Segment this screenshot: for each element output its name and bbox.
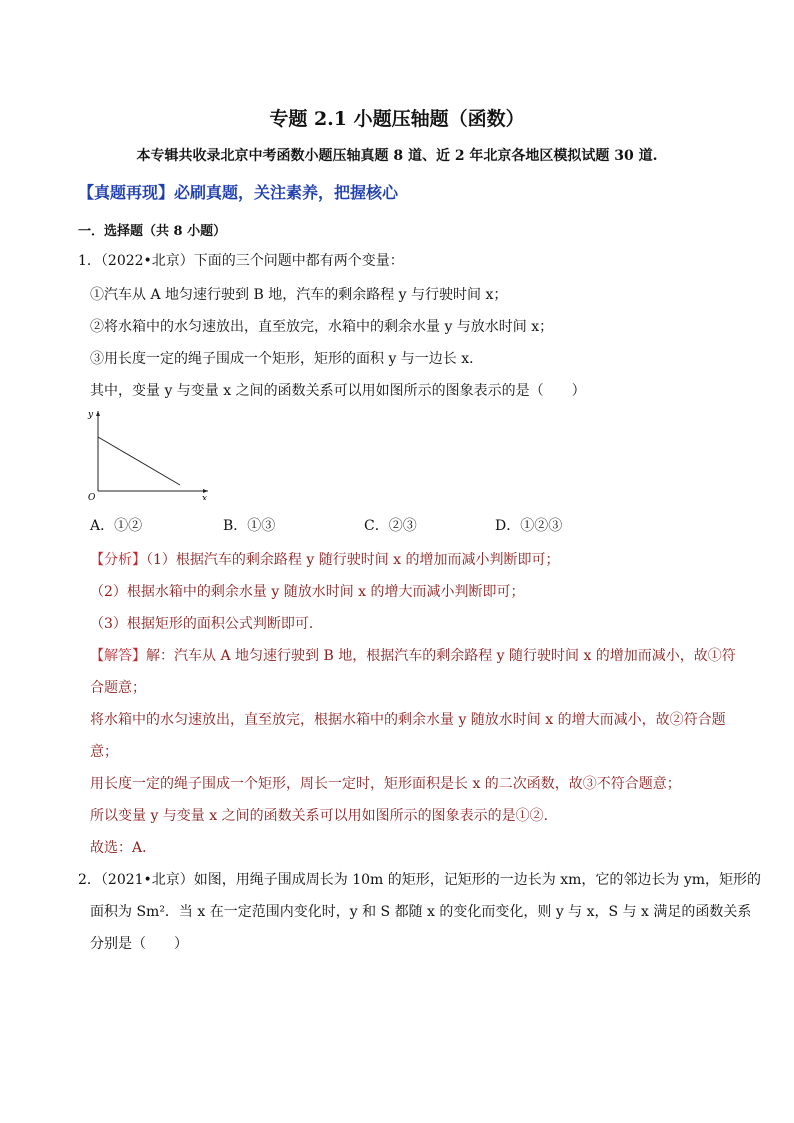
option-c: C．②③	[364, 518, 417, 534]
document-title: 专题 2.1 小题压轴题（函数）	[269, 108, 525, 130]
graph-x-label: x	[202, 494, 208, 500]
option-b: B．①③	[223, 518, 276, 534]
q1-question: 其中，变量 y 与变量 x 之间的函数关系可以用如图所示的图象表示的是（ ）	[90, 383, 586, 399]
answer-line-3: 用长度一定的绳子围成一个矩形，周长一定时，矩形面积是长 x 的二次函数，故③不符合题意；	[90, 776, 681, 792]
q1-item-1: ①汽车从 A 地匀速行驶到 B 地，汽车的剩余路程 y 与行驶时间 x；	[90, 287, 508, 303]
q2-line-1: 2．（2021•北京）如图，用绳子围成周长为 10m 的矩形，记矩形的一边长为 xm，它的邻边长为 ym，矩形的	[78, 872, 762, 888]
q1-intro: 1．（2022•北京）下面的三个问题中都有两个变量：	[78, 253, 404, 269]
document-subtitle: 本专辑共收录北京中考函数小题压轴真题 8 道、近 2 年北京各地区模拟试题 30 道.	[136, 148, 658, 164]
q1-item-2: ②将水箱中的水匀速放出，直至放完，水箱中的剩余水量 y 与放水时间 x；	[90, 319, 554, 335]
part-title: 一．选择题（共 8 小题）	[78, 224, 227, 239]
x-axis-arrow	[203, 489, 208, 493]
q2-line-3: 分别是（ ）	[90, 936, 188, 952]
answer-line-1b: 合题意；	[90, 680, 146, 696]
graph-y-label: y	[88, 410, 94, 420]
answer-tag: 【解答】	[90, 648, 146, 664]
answer-line-1	[90, 645, 736, 665]
answer-line-2b: 意；	[90, 744, 118, 760]
q1-graph	[84, 405, 214, 500]
graph-origin-label: O	[88, 493, 96, 500]
answer-text-1: 解：汽车从 A 地匀速行驶到 B 地，根据汽车的剩余路程 y 随行驶时间 x 的增加而减小，故①符	[146, 648, 736, 664]
y-axis-arrow	[96, 411, 100, 416]
answer-line-4: 所以变量 y 与变量 x 之间的函数关系可以用如图所示的图象表示的是①②．	[90, 808, 558, 824]
graph-line	[98, 437, 180, 485]
answer-choice: 故选：A．	[90, 840, 157, 856]
answer-line-2: 将水箱中的水匀速放出，直至放完，根据水箱中的剩余水量 y 随放水时间 x 的增大而减小，故②符合题	[90, 712, 726, 728]
q2-line-2: 面积为 Sm²．当 x 在一定范围内变化时，y 和 S 都随 x 的变化而变化，则 y 与 x，S 与 x 满足的函数关系	[90, 904, 752, 920]
analysis-line-2: （2）根据水箱中的剩余水量 y 随放水时间 x 的增大而减小判断即可；	[90, 584, 525, 600]
analysis-text-1: （1）根据汽车的剩余路程 y 随行驶时间 x 的增加而减小判断即可；	[146, 552, 560, 568]
q1-item-3: ③用长度一定的绳子围成一个矩形，矩形的面积 y 与一边长 x．	[90, 351, 484, 367]
option-a: A．①②	[90, 518, 143, 534]
analysis-line-1	[90, 549, 560, 569]
analysis-tag: 【分析】	[90, 552, 146, 568]
option-d: D．①②③	[495, 518, 563, 534]
section-heading: 【真题再现】必刷真题，关注素养，把握核心	[78, 183, 399, 202]
analysis-line-3: （3）根据矩形的面积公式判断即可．	[90, 616, 323, 632]
